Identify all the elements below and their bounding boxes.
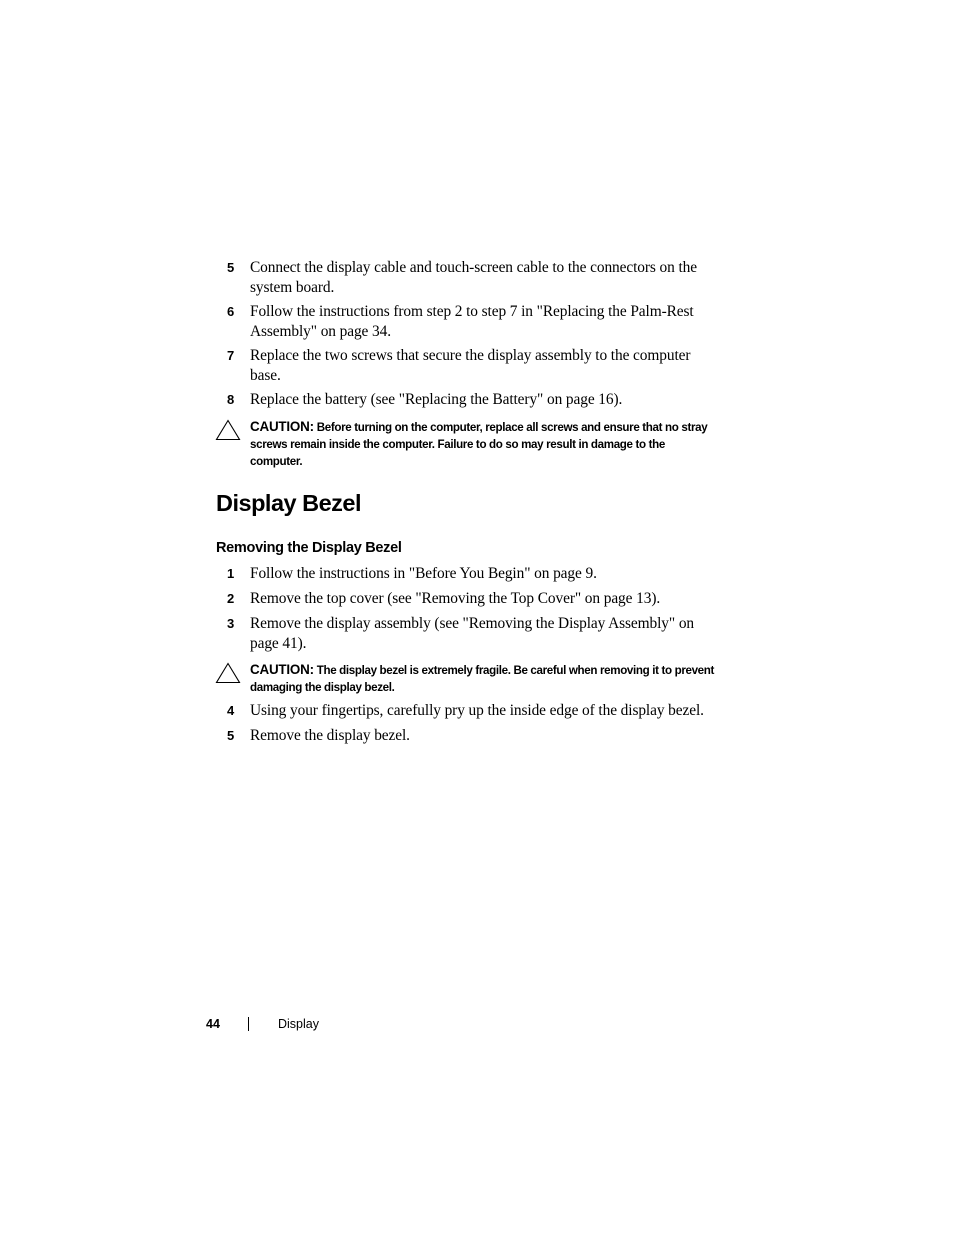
caution-body: Before turning on the computer, replace all screws and ensure that no stray screws remain inside the computer. Failure to do so may result in damage to the computer. (250, 421, 708, 469)
removal-step-3 (227, 614, 717, 653)
caution-triangle-icon (215, 662, 241, 684)
step-text: Remove the display assembly (see "Removing the Display Assembly" on page 41). (250, 615, 695, 652)
step-number: 5 (227, 728, 235, 743)
step-number: 5 (227, 260, 235, 275)
caution-text (250, 661, 717, 696)
step-number: 2 (227, 591, 235, 606)
step-number: 1 (227, 566, 235, 581)
step-number: 3 (227, 616, 235, 631)
caution-label: CAUTION: (250, 662, 314, 677)
step-text: Connect the display cable and touch-screen cable to the connectors on the system board. (250, 259, 697, 296)
step-text: Replace the two screws that secure the display assembly to the computer base. (250, 347, 691, 384)
subsection-title: Removing the Display Bezel (216, 540, 402, 556)
step-number: 7 (227, 348, 235, 363)
footer-section-title: Display (278, 1017, 319, 1031)
step-8 (227, 390, 717, 410)
step-number: 4 (227, 703, 235, 718)
step-text: Follow the instructions in "Before You Begin" on page 9. (250, 565, 597, 582)
caution-label: CAUTION: (250, 419, 314, 434)
step-7 (227, 346, 717, 385)
step-text: Remove the top cover (see "Removing the Top Cover" on page 13). (250, 590, 661, 607)
step-5 (227, 258, 717, 297)
section-title: Display Bezel (216, 490, 362, 516)
page-number: 44 (206, 1017, 220, 1031)
removal-step-1 (227, 564, 717, 584)
caution-note (215, 661, 717, 696)
step-text: Remove the display bezel. (250, 727, 410, 744)
caution-body: The display bezel is extremely fragile. Be careful when removing it to prevent damaging the display bezel. (250, 664, 715, 695)
footer-divider (248, 1017, 249, 1031)
step-text: Replace the battery (see "Replacing the Battery" on page 16). (250, 391, 623, 408)
step-text: Follow the instructions from step 2 to step 7 in "Replacing the Palm-Rest Assembly" on page 34. (250, 303, 694, 340)
step-number: 6 (227, 304, 235, 319)
step-number: 8 (227, 392, 235, 407)
removal-step-2 (227, 589, 717, 609)
caution-triangle-icon (215, 419, 241, 441)
removal-step-5 (227, 726, 717, 746)
step-text: Using your fingertips, carefully pry up the inside edge of the display bezel. (250, 702, 704, 719)
caution-note (215, 418, 717, 471)
caution-text (250, 418, 717, 471)
step-6 (227, 302, 717, 341)
removal-step-4 (227, 701, 717, 721)
